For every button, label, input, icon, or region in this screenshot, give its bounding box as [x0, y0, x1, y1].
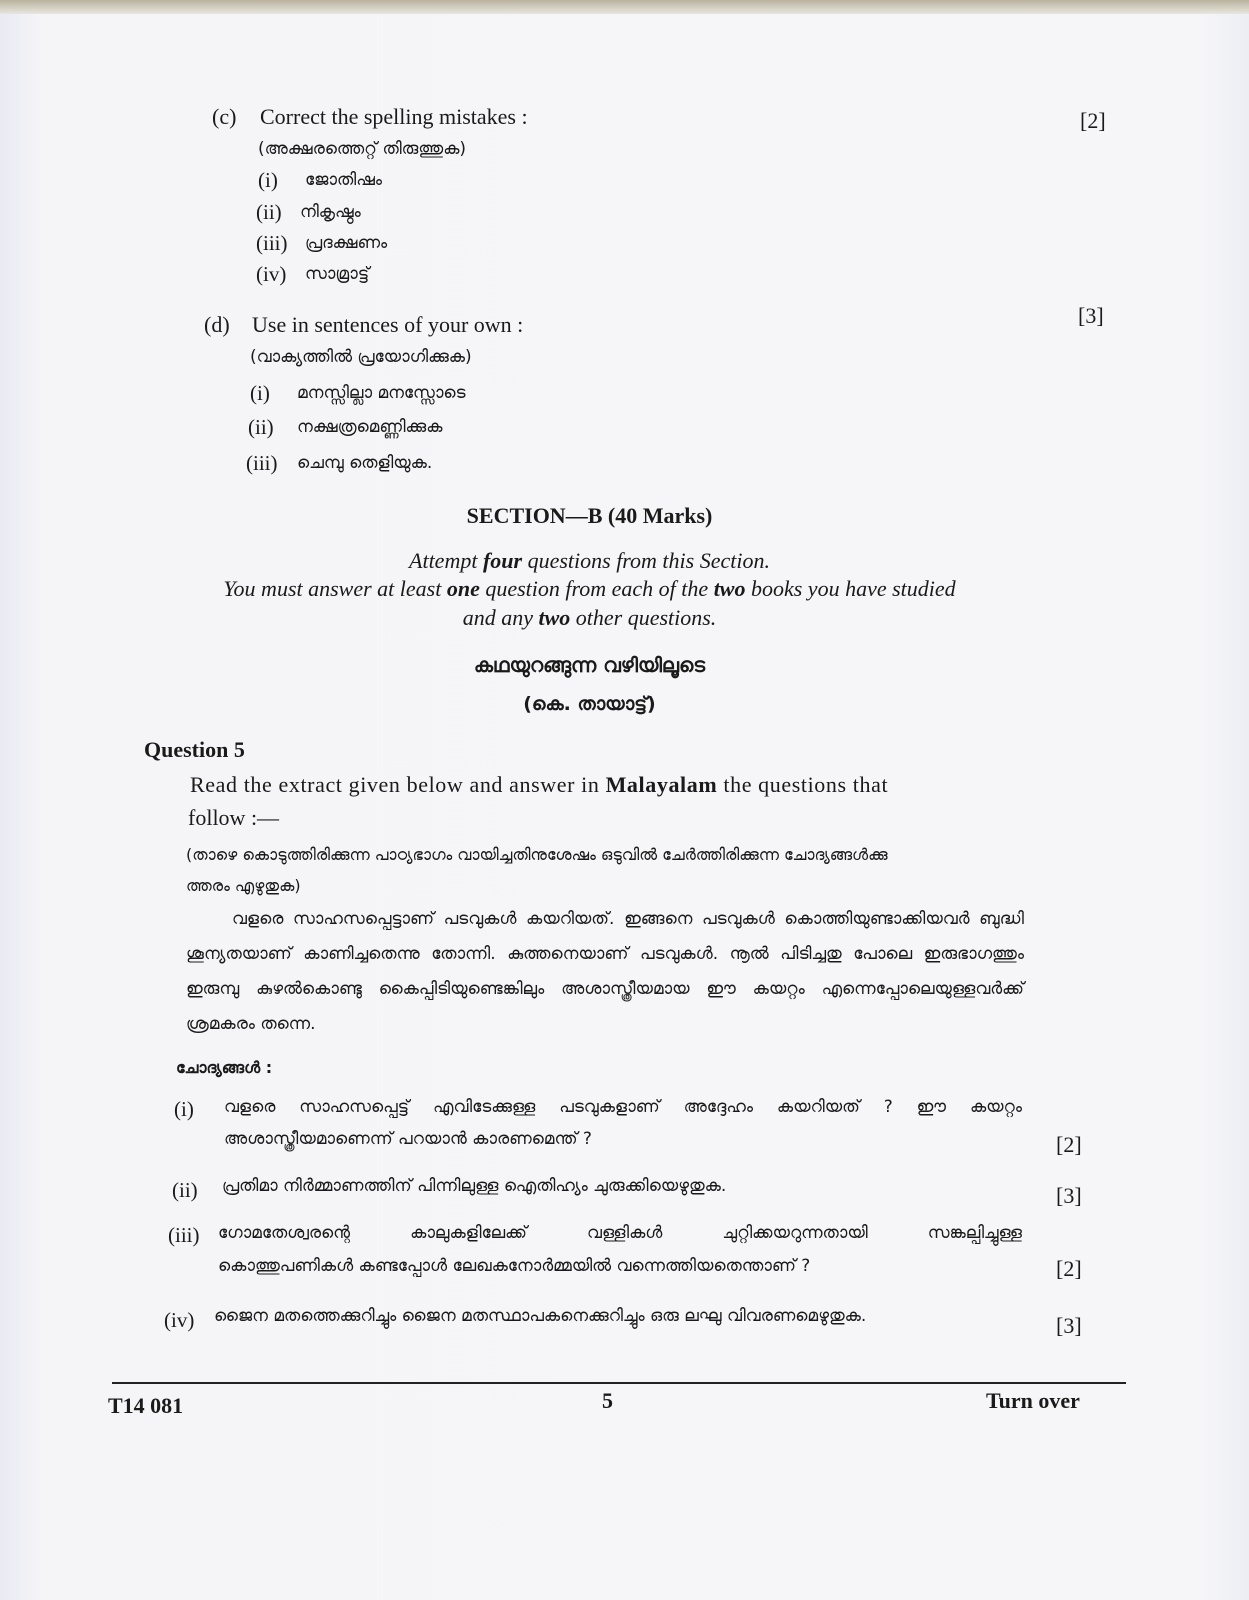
question-title: Question 5 — [144, 737, 245, 762]
part-c-item-num: (iii) — [256, 231, 288, 255]
questions-label: ചോദ്യങ്ങൾ : — [176, 1058, 273, 1077]
part-c-item-text: ജോതിഷം — [305, 170, 383, 190]
part-c-marks: [2] — [1080, 108, 1106, 133]
footer-turn-over: Turn over — [986, 1388, 1080, 1413]
part-d-item-num: (i) — [250, 381, 270, 405]
part-d-title: Use in sentences of your own : — [252, 312, 524, 337]
section-instruction-3: and any two other questions. — [462, 605, 717, 630]
part-c-item-num: (iv) — [256, 262, 287, 286]
subquestion-num: (iii) — [168, 1223, 200, 1247]
subquestion-marks: [2] — [1056, 1132, 1082, 1157]
part-c-item-text: പ്രദക്ഷണം — [305, 233, 388, 253]
page-top-edge — [0, 0, 1249, 14]
part-c-title: Correct the spelling mistakes : — [260, 104, 528, 129]
subquestion-line: ഗോമതേശ്വരന്റെ കാലുകളിലേക്ക് വള്ളികൾ ചുറ്റിക്കയറുന്നതായി സങ്കല്പിച്ചുള്ള — [218, 1223, 1022, 1243]
part-c-item-num: (ii) — [256, 200, 282, 224]
book-title: കഥയുറങ്ങുന്ന വഴിയിലൂടെ — [473, 653, 706, 677]
part-d-item-text: നക്ഷത്രമെണ്ണിക്കുക — [297, 417, 443, 437]
part-d-item-num: (ii) — [248, 415, 274, 439]
part-d-item-text: ചെമ്പു തെളിയുക. — [297, 453, 433, 473]
subquestion-marks: [2] — [1056, 1256, 1082, 1281]
part-c-label: (c) — [212, 104, 237, 129]
part-c-item-num: (i) — [258, 168, 278, 192]
subquestion-marks: [3] — [1056, 1183, 1082, 1208]
subquestion-num: (iv) — [164, 1308, 195, 1332]
subquestion-num: (ii) — [172, 1178, 198, 1202]
part-d-marks: [3] — [1078, 303, 1104, 328]
footer-code: T14 081 — [108, 1393, 184, 1418]
section-instruction-2: You must answer at least one question from each of the two books you have studied — [223, 576, 956, 601]
subquestion-line: വളരെ സാഹസപ്പെട്ട് എവിടേക്കുള്ള പടവുകളാണ് അദ്ദേഹം കയറിയത് ? ഈ കയറ്റം — [224, 1097, 1022, 1117]
footer-page-number: 5 — [602, 1388, 613, 1413]
subquestion-line: പ്രതിമാ നിർമ്മാണത്തിന് പിന്നിലുള്ള ഐതിഹ്യം ചുരുക്കിയെഴുതുക. — [222, 1176, 727, 1196]
question-instruction-line2: follow :— — [188, 805, 280, 830]
part-d-ml-title: (വാക്യത്തിൽ പ്രയോഗിക്കുക) — [250, 347, 472, 367]
question-ml-instruction-line2: ത്തരം എഴുതുക) — [186, 876, 301, 895]
part-d-label: (d) — [204, 312, 230, 337]
section-heading: SECTION—B (40 Marks) — [466, 503, 713, 528]
part-c-ml-title: (അക്ഷരത്തെറ്റ് തിരുത്തുക) — [258, 139, 467, 159]
subquestion-marks: [3] — [1056, 1313, 1082, 1338]
subquestion-line: അശാസ്ത്രീയമാണെന്ന് പറയാൻ കാരണമെന്ത് ? — [224, 1129, 592, 1149]
subquestion-line: ജൈന മതത്തെക്കുറിച്ചും ജൈന മതസ്ഥാപകനെക്കുറിച്ചും ഒരു ലഘു വിവരണമെഴുതുക. — [214, 1306, 867, 1326]
part-c-item-text: നികൃഷ്ഠം — [300, 202, 361, 222]
section-instruction-1: Attempt four questions from this Section. — [409, 548, 770, 573]
question-instruction: Read the extract given below and answer in Malayalam the questions that — [190, 772, 889, 797]
footer-rule — [112, 1382, 1126, 1384]
book-author: (കെ. തായാട്ട്) — [523, 693, 656, 715]
subquestion-line: കൊത്തുപണികൾ കണ്ടപ്പോൾ ലേഖകനോർമ്മയിൽ വന്നെത്തിയതെന്താണ് ? — [218, 1256, 811, 1276]
part-d-item-text: മനസ്സില്ലാ മനസ്സോടെ — [297, 383, 466, 403]
part-c-item-text: സാമ്രാട്ട് — [305, 264, 370, 284]
question-ml-instruction: (താഴെ കൊടുത്തിരിക്കുന്ന പാഠ്യഭാഗം വായിച്ചതിനുശേഷം ഒടുവിൽ ചേർത്തിരിക്കുന്ന ചോദ്യങ്ങൾക്കു — [186, 845, 888, 864]
subquestion-num: (i) — [174, 1097, 194, 1121]
part-d-item-num: (iii) — [246, 451, 278, 475]
extract-paragraph: വളരെ സാഹസപ്പെട്ടാണ് പടവുകൾ കയറിയത്. ഇങ്ങനെ പടവുകൾ കൊത്തിയുണ്ടാക്കിയവർ ബുദ്ധി ശൂന്യതയാണ് കാണിച്ചതെന്നു തോന്നി. കുത്തനെയാണ് പടവുകൾ. നൂൽ പിടിച്ചതു പോലെ ഇരുഭാഗത്തും ഇരുമ്പു കുഴൽകൊണ്ടു കൈപ്പിടിയുണ്ടെങ്കിലും അശാസ്ത്രീയമായ ഈ കയറ്റം എന്നെപ്പോലെയുള്ളവർക്ക് ശ്രമകരം തന്നെ. — [186, 909, 1024, 1034]
